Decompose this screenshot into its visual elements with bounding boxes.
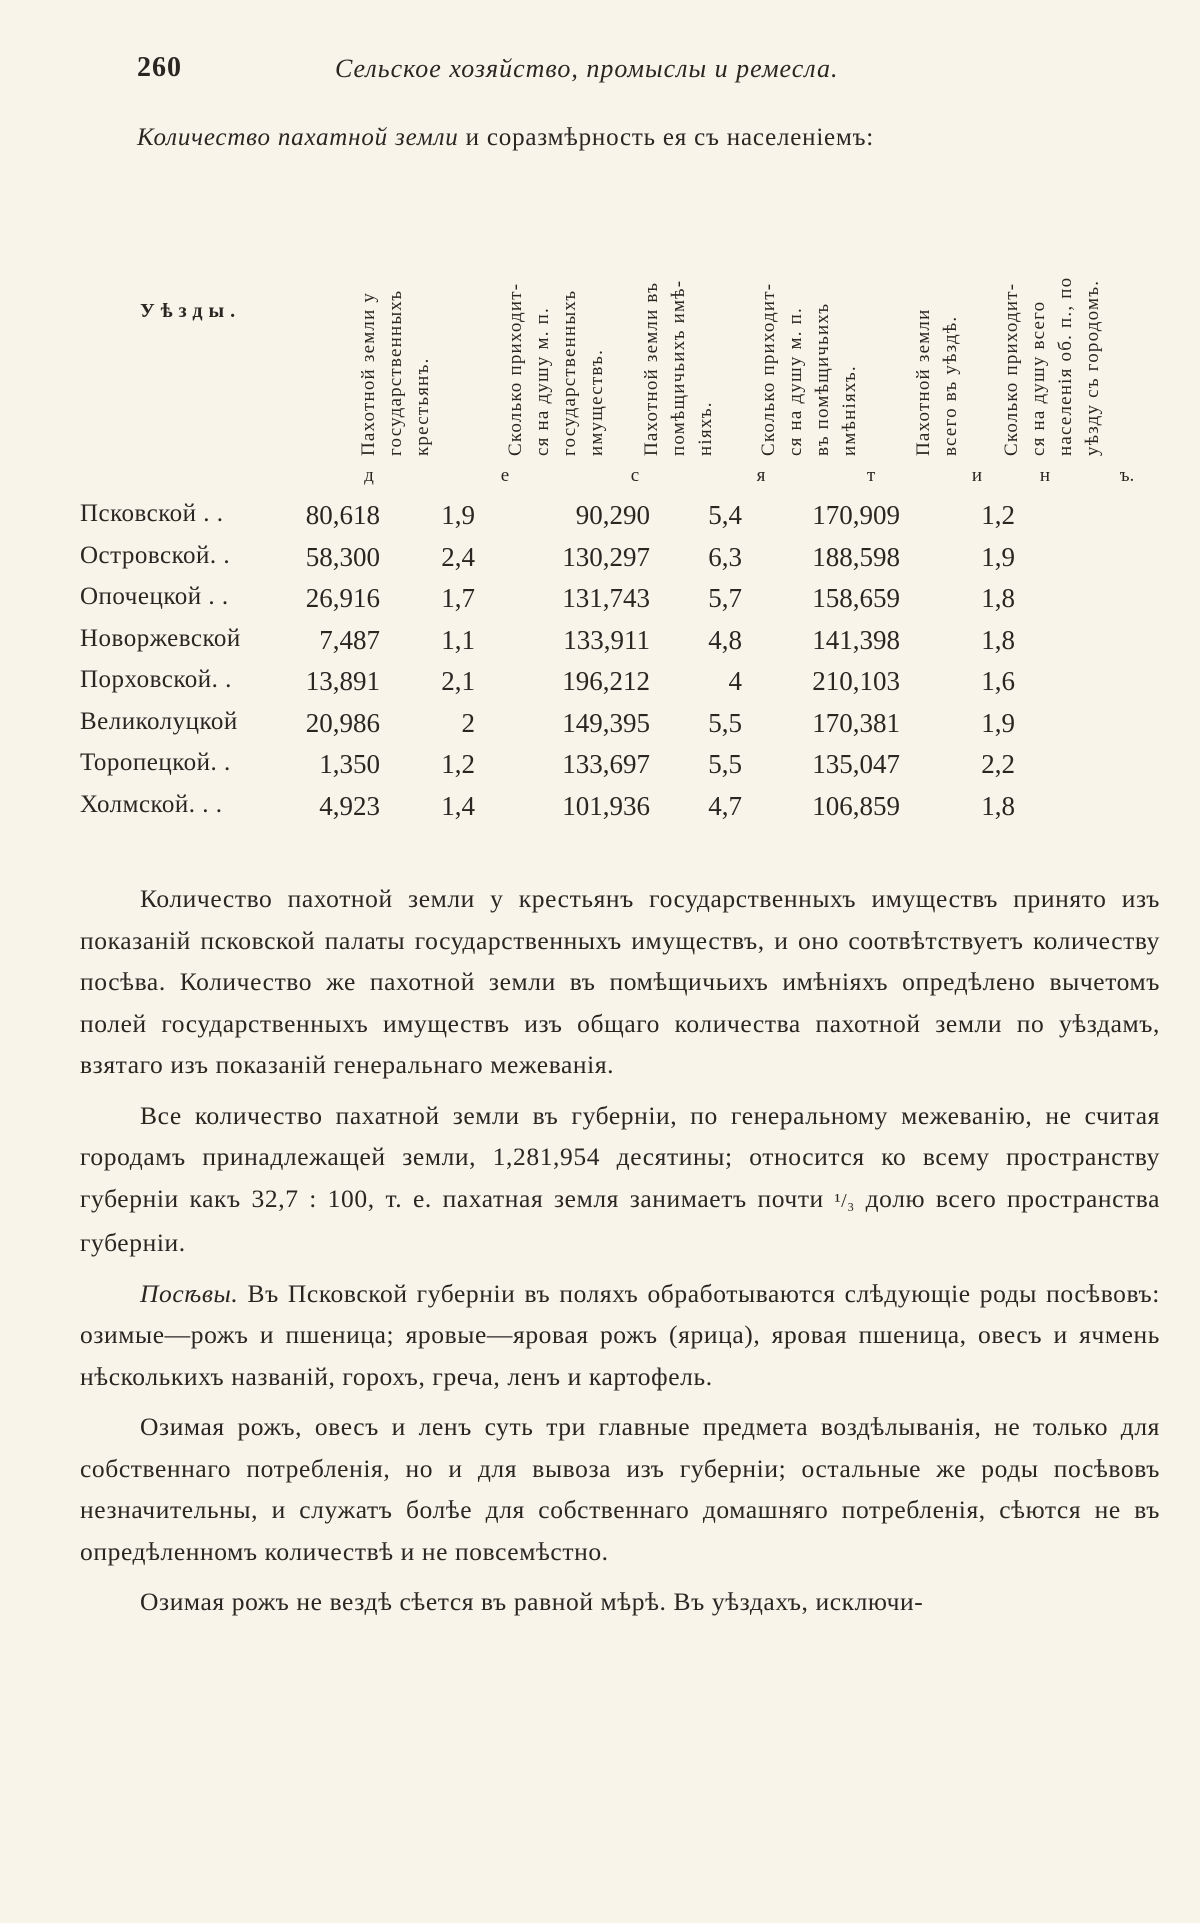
district-name: Новоржевской <box>80 624 241 652</box>
unit-letter: н <box>1039 465 1051 486</box>
district-name: Великолуцкой <box>80 707 238 735</box>
table-cell: 101,936 <box>562 790 650 821</box>
table-row <box>80 749 1160 789</box>
table-cell: 4 <box>728 666 742 696</box>
table-cell: 1,350 <box>319 749 380 779</box>
table-cell: 1,1 <box>441 624 475 655</box>
table-cell: 1,2 <box>981 500 1015 530</box>
unit-letter: д <box>364 465 374 486</box>
table-cell: 196,212 <box>562 666 650 696</box>
district-name: Псковской . . <box>80 500 224 527</box>
table-cell: 135,047 <box>812 749 900 779</box>
table-cell: 188,598 <box>812 541 900 572</box>
table-cell: 2,2 <box>981 749 1015 779</box>
table-cell: 149,395 <box>562 707 650 738</box>
table-cell: 7,487 <box>319 624 380 655</box>
table-cell: 1,8 <box>981 790 1015 821</box>
section-heading: Посѣвы. <box>140 1278 239 1308</box>
table-cell: 170,381 <box>812 707 900 738</box>
column-header-landlord-per-soul: Сколько приходит- ся на душу м. п. въ помѣщичьихъ имѣніяхъ. <box>758 282 860 456</box>
table-cell: 1,9 <box>981 541 1015 572</box>
unit-letter: я <box>756 465 766 486</box>
district-name: Холмской. . . <box>80 790 223 818</box>
paragraph: Количество пахотной земли у крестьянъ государственныхъ имуществъ принято изъ показаній псковской палаты государственныхъ имуществъ, и оно соотвѣтствуетъ количеству посѣва. Количество же пахотной земли въ помѣщичьихъ имѣніяхъ опредѣлено вычетомъ полей государственныхъ имуществъ изъ общаго количества пахотной земли по уѣздамъ, взятаго изъ показаній генеральнаго межеванія. <box>80 884 1160 1079</box>
unit-letter: ъ. <box>1119 465 1135 486</box>
table-row <box>80 708 1160 748</box>
unit-letter: е <box>500 465 510 486</box>
table-cell: 130,297 <box>562 541 650 572</box>
page-number: 260 <box>137 52 182 83</box>
paragraph-text: долю всего пространства губерніи. <box>80 1183 1160 1257</box>
table-cell: 1,8 <box>981 624 1015 655</box>
table-cell: 158,659 <box>812 583 900 613</box>
table-cell: 1,9 <box>981 707 1015 738</box>
table-caption-rest: и соразмѣрность ея съ населеніемъ: <box>458 124 875 151</box>
table-row <box>80 542 1160 582</box>
fraction: ¹/₃ <box>834 1189 855 1212</box>
district-name: Порховской. . <box>80 666 232 693</box>
column-header-state-per-soul: Сколько приходит- ся на душу м. п. государственныхъ имуществъ. <box>505 282 607 456</box>
table-cell: 2,4 <box>441 541 475 572</box>
body-text <box>80 878 1160 1632</box>
paragraph: Озимая рожъ, овесъ и ленъ суть три главные предмета воздѣлыванія, не только для собственнаго потребленія, но и для вывоза изъ губерніи; остальные же роды посѣвовъ незначительны, и служатъ болѣе для собственнаго домашняго потребленія, сѣются не въ опредѣленномъ количествѣ и не повсемѣстно. <box>80 1412 1160 1566</box>
table-row <box>80 583 1160 623</box>
district-name: Островской. . <box>80 541 231 569</box>
table-cell: 1,2 <box>441 749 475 779</box>
district-name: Торопецкой. . <box>80 749 231 776</box>
table-cell: 131,743 <box>562 583 650 613</box>
table-cell: 2,1 <box>441 666 475 696</box>
table-cell: 5,4 <box>708 500 742 530</box>
table-cell: 5,7 <box>708 583 742 613</box>
table-cell: 170,909 <box>812 500 900 530</box>
unit-letter: т <box>866 465 876 486</box>
table-cell: 4,7 <box>708 790 742 821</box>
table-row <box>80 625 1160 665</box>
table-cell: 90,290 <box>575 500 650 530</box>
unit-letter: с <box>630 465 640 486</box>
table-cell: 20,986 <box>305 707 380 738</box>
table-cell: 1,9 <box>441 500 475 530</box>
column-header-total-per-soul: Сколько приходит- ся на душу всего населенія об. п., по уѣзду съ городомъ. <box>1001 276 1103 456</box>
table-cell: 4,923 <box>319 790 380 821</box>
table-row <box>80 791 1160 831</box>
table-caption-italic: Количество пахатной земли <box>137 124 459 151</box>
paragraph-text: Все количество пахатной земли въ губерніи, по генеральному межеванію, не считая городамъ принадлежащей земли, 1,281,954 десятины; относится ко всему пространству губерніи какъ 32,7 : 100, т. е. пахатная земля занимаетъ почти <box>80 1100 1160 1213</box>
table-cell: 133,697 <box>562 749 650 779</box>
table-cell: 5,5 <box>708 749 742 779</box>
paragraph <box>80 1273 1160 1398</box>
table-cell: 26,916 <box>305 583 380 613</box>
column-header-landlord-land: Пахотной земли въ помѣщичьихъ имѣ- ніяхъ. <box>641 279 716 456</box>
paragraph <box>80 1095 1160 1264</box>
table-cell: 2 <box>461 707 475 738</box>
running-head <box>137 52 1097 92</box>
table-cell: 13,891 <box>305 666 380 696</box>
table-cell: 141,398 <box>812 624 900 655</box>
table-cell: 6,3 <box>708 541 742 572</box>
table-cell: 210,103 <box>812 666 900 696</box>
table-cell: 80,618 <box>305 500 380 530</box>
paragraph: Озимая рожъ не вездѣ сѣется въ равной мѣрѣ. Въ уѣздахъ, исключи- <box>140 1587 924 1616</box>
table-cell: 1,8 <box>981 583 1015 613</box>
table-row <box>80 666 1160 706</box>
table-cell: 106,859 <box>812 790 900 821</box>
districts-column-header: Уѣзды. <box>140 300 242 322</box>
table-caption <box>137 124 1147 152</box>
column-header-total-land: Пахотной земли всего въ уѣздѣ. <box>913 308 961 456</box>
district-name: Опочецкой . . <box>80 583 229 610</box>
table-cell: 5,5 <box>708 707 742 738</box>
table-row <box>80 500 1160 540</box>
running-title: Сельское хозяйство, промыслы и ремесла. <box>335 54 839 83</box>
unit-letter: и <box>971 465 983 486</box>
table-cell: 133,911 <box>563 624 650 655</box>
column-header-state-peasant-land: Пахотной земли у государственныхъ крестьянъ. <box>358 289 433 456</box>
table-cell: 1,7 <box>441 583 475 613</box>
table-cell: 4,8 <box>708 624 742 655</box>
table-cell: 1,6 <box>981 666 1015 696</box>
paragraph-text: Въ Псковской губерніи въ поляхъ обработываются слѣдующіе роды посѣвовъ: озимые—рожъ и пшеница; яровые—яровая рожъ (ярица), яровая пшеница, овесъ и ячмень нѣсколькихъ названій, горохъ, греча, ленъ и картофель. <box>80 1278 1160 1391</box>
table-cell: 1,4 <box>441 790 475 821</box>
table-cell: 58,300 <box>305 541 380 572</box>
land-table <box>80 160 1160 820</box>
